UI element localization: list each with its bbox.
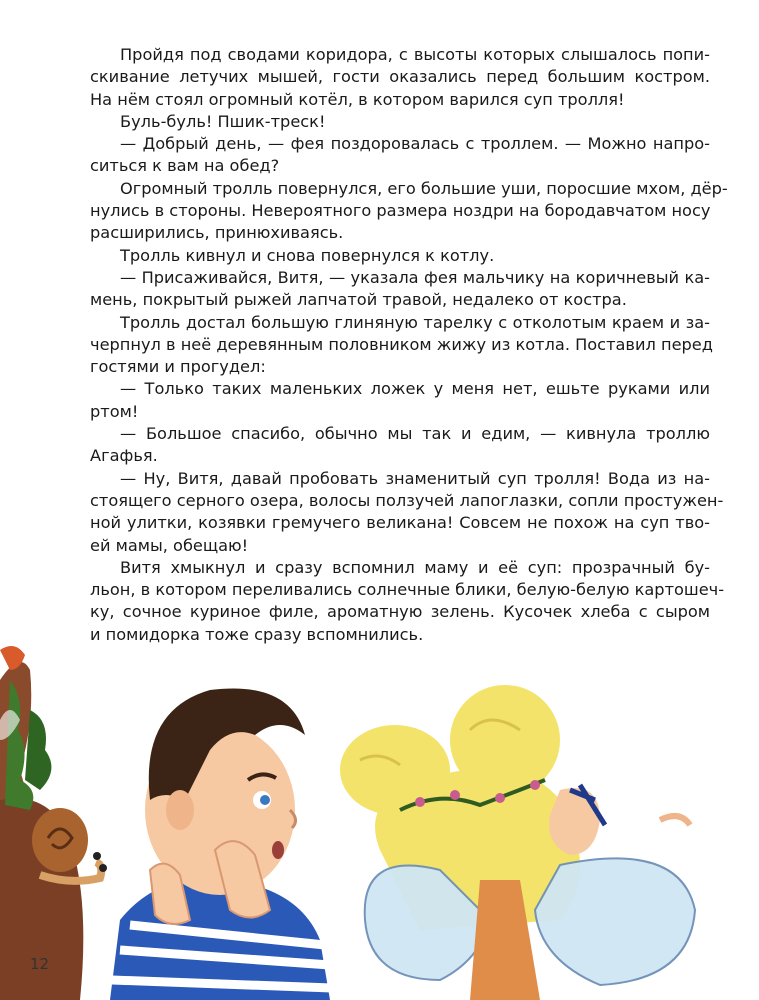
illustration (0, 640, 759, 1000)
text-line: мень, покрытый рыжей лапчатой травой, недалеко от костра. (90, 290, 627, 310)
text-line: черпнул в неё деревянным половником жижу из котла. Поставил перед (90, 334, 713, 354)
text-line: стоящего серного озера, волосы ползучей лапоглазки, сопли простужен- (90, 490, 724, 510)
text-line: гостями и прогудел: (90, 357, 266, 377)
text-line: — Большое спасибо, обычно мы так и едим, — кивнула троллю (120, 424, 710, 444)
text-line: Агафья. (90, 446, 158, 466)
text-line: льон, в котором переливались солнечные блики, белую-белую картошеч- (90, 580, 725, 600)
text-line: — Добрый день, — фея поздоровалась с троллем. — Можно напро- (120, 134, 710, 154)
boy-vitya (110, 688, 332, 1000)
fairy-agafya (340, 685, 695, 1000)
text-line: Буль-буль! Пшик-треск! (120, 111, 326, 131)
page-number: 12 (30, 955, 50, 973)
text-line: — Присаживайся, Витя, — указала фея мальчику на коричневый ка- (120, 267, 710, 287)
text-line: расширились, принюхиваясь. (90, 223, 344, 243)
text-line: ситься к вам на обед? (90, 156, 280, 176)
text-line: Витя хмыкнул и сразу вспомнил маму и её суп: прозрачный бу- (120, 557, 710, 577)
text-line: Огромный тролль повернулся, его большие уши, поросшие мхом, дёр- (120, 178, 728, 198)
text-line: — Ну, Витя, давай пробовать знаменитый суп тролля! Вода из на- (120, 468, 710, 488)
text-line: и помидорка тоже сразу вспомнились. (90, 624, 424, 644)
story-text (90, 44, 728, 646)
text-line: ей мамы, обещаю! (90, 535, 249, 555)
text-line: Тролль достал большую глиняную тарелку с отколотым краем и за- (120, 312, 710, 332)
text-line: На нём стоял огромный котёл, в котором варился суп тролля! (90, 89, 625, 109)
text-line: ной улитки, козявки гремучего великана! Совсем не похож на суп тво- (90, 513, 710, 533)
text-line: ртом! (90, 401, 139, 421)
text-line: Пройдя под сводами коридора, с высоты которых слышалось попи- (120, 45, 710, 64)
text-line: — Только таких маленьких ложек у меня нет, ешьте руками или (120, 379, 710, 399)
text-line: Тролль кивнул и снова повернулся к котлу. (120, 245, 495, 265)
text-line: скивание летучих мышей, гости оказались перед большим костром. (90, 67, 710, 87)
text-line: нулись в стороны. Невероятного размера ноздри на бородавчатом носу (90, 201, 711, 221)
text-line: ку, сочное куриное филе, ароматную зелень. Кусочек хлеба с сыром (90, 602, 710, 622)
